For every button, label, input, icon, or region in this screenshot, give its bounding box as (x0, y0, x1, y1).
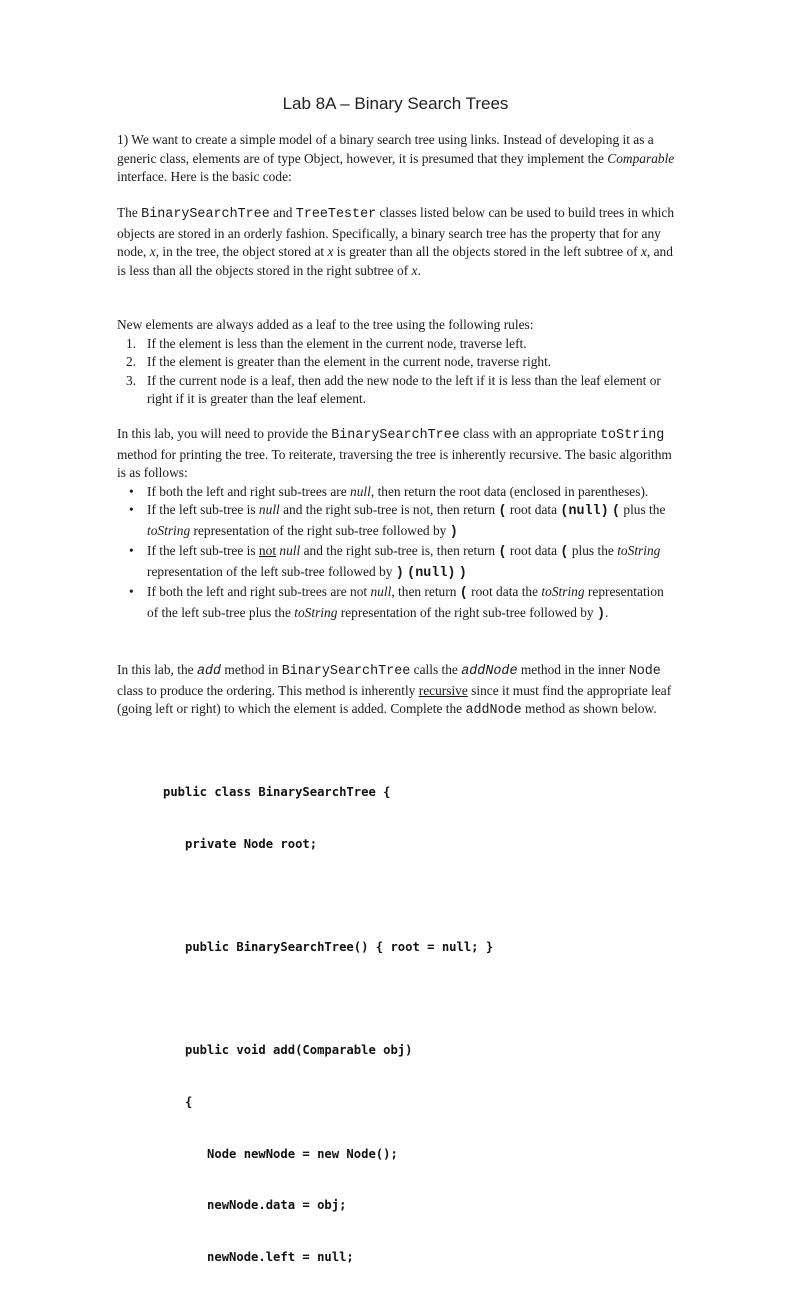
text-span: is greater than all the objects stored in the left subtree of (333, 244, 641, 259)
code-listing (163, 750, 643, 1300)
list-number: 1. (126, 335, 137, 351)
text-span: class with an appropriate (459, 426, 600, 441)
list-item (117, 372, 677, 409)
tostring-section (117, 425, 677, 624)
text-span: root data (506, 543, 561, 558)
list-item-text: If the element is less than the element in the current node, traverse left. (147, 335, 527, 351)
tostring-term: toString (294, 604, 338, 620)
comparable-term: Comparable (607, 150, 675, 166)
code-line: { (163, 1094, 193, 1109)
bullet-icon: • (129, 483, 134, 499)
rules-section (117, 316, 677, 409)
tostring-term: toString (147, 522, 191, 538)
text-span: and the right sub-tree is not, then return (279, 502, 499, 517)
code-line: newNode.data = obj; (163, 1198, 347, 1213)
list-item (117, 353, 677, 372)
code-line (163, 888, 643, 905)
text-span: In this lab, the (117, 662, 197, 677)
list-item (117, 501, 677, 542)
code-paren: ( (459, 586, 468, 601)
page-title: Lab 8A – Binary Search Trees (282, 94, 509, 113)
null-term: null (258, 502, 280, 517)
text-span: The (117, 205, 142, 220)
list-item (117, 542, 677, 583)
bullet-icon: • (129, 584, 134, 599)
code-line (163, 991, 643, 1008)
list-item (117, 583, 677, 624)
code-paren: ( (498, 504, 507, 519)
text-span: . (605, 604, 609, 620)
intro-text-end: interface. Here is the basic code: (117, 169, 292, 184)
tostring-term: toString (617, 543, 661, 558)
text-span: and (269, 205, 296, 220)
intro-paragraph (117, 131, 677, 187)
list-item (117, 483, 677, 502)
text-span: since it must find the appropriate leaf (going left or right) to which the element is added. Complete the (117, 682, 672, 716)
bullet-icon: • (129, 543, 134, 558)
text-span: In this lab, you will need to provide the (117, 426, 332, 441)
var-x: x (640, 244, 647, 259)
code-term-add: add (196, 664, 222, 679)
null-term: null (370, 584, 392, 599)
list-item-text: If the current node is a leaf, then add the new node to the left if it is less than the leaf element or right if it is greater than the leaf element. (147, 372, 661, 406)
var-x: x (149, 244, 156, 259)
text-span: , and is less than all the objects stored in the right subtree of (117, 244, 673, 278)
text-span: root data (506, 502, 561, 517)
text-span: representation of the left sub-tree followed by (147, 563, 396, 579)
code-paren: ) (458, 565, 467, 581)
intro-text: 1) We want to create a simple model of a binary search tree using links. Instead of developing it as a generic class, elements are of type Object, however, it is presumed that they implement the (117, 132, 654, 166)
text-span: method as shown below. (521, 701, 657, 716)
text-span: method in (221, 662, 282, 677)
list-item-text: If the element is greater than the element in the current node, traverse right. (147, 354, 552, 369)
list-item (117, 335, 677, 354)
text-span: If both the left and right sub-trees are not (147, 584, 371, 599)
text-span: plus the (568, 543, 618, 558)
list-number: 2. (126, 354, 137, 369)
code-line: public BinarySearchTree() { root = null; } (163, 940, 494, 955)
code-line: public void add(Comparable obj) (163, 1043, 413, 1058)
null-term: null (350, 483, 371, 499)
text-span: plus the (620, 502, 666, 517)
tostring-term: toString (541, 584, 585, 599)
text-span: If the left sub-tree is (147, 502, 259, 517)
text-span: . (417, 262, 421, 278)
rules-list (117, 335, 677, 409)
text-span: , then return (391, 584, 460, 599)
code-line: private Node root; (163, 837, 318, 851)
text-span: representation of the right sub-tree followed by (190, 522, 450, 538)
code-null: (null) (560, 504, 609, 519)
code-paren: ) (449, 524, 458, 540)
code-paren: ( (498, 545, 507, 560)
code-line: public class BinarySearchTree { (163, 785, 391, 800)
code-paren: ( (611, 504, 621, 519)
text-span: class to produce the ordering. This method is inherently (117, 682, 419, 698)
text-span: If both the left and right sub-trees are (147, 483, 351, 499)
code-term-bst: BinarySearchTree (141, 207, 270, 222)
rules-intro: New elements are always added as a leaf to the tree using the following rules: (117, 317, 534, 332)
text-span: , then return the root data (enclosed in parentheses). (370, 483, 649, 499)
text-span: and the right sub-tree is, then return (300, 543, 499, 558)
text-span: calls the (410, 662, 462, 677)
code-term-addnode: addNode (461, 664, 518, 679)
code-term-bst: BinarySearchTree (281, 664, 411, 679)
code-term-treetester: TreeTester (295, 207, 377, 222)
text-span: If the left sub-tree is (147, 543, 259, 558)
list-number: 3. (126, 372, 137, 388)
var-x: x (327, 244, 334, 259)
bullet-icon: • (129, 502, 134, 517)
recursive-term: recursive (418, 682, 468, 698)
text-span: , in the tree, the object stored at (155, 244, 328, 259)
text-span: method for printing the tree. To reiterate, traversing the tree is inherently recursive. The basic algorithm is as follows: (117, 446, 672, 480)
not-term: not (258, 543, 277, 558)
var-x: x (411, 262, 418, 278)
code-term-node: Node (628, 664, 661, 679)
text-span: root data the (467, 584, 542, 599)
code-paren: ) (596, 606, 606, 622)
code-null: (null) (407, 565, 456, 581)
code-paren: ( (560, 545, 569, 560)
code-paren: ) (395, 565, 404, 581)
null-term: null (279, 543, 301, 558)
code-term-tostring: toString (599, 428, 665, 443)
code-term-addnode: addNode (465, 703, 522, 718)
text-span: method in the inner (517, 662, 629, 677)
text-span: representation of the right sub-tree followed by (337, 604, 597, 620)
bst-description-paragraph (117, 204, 677, 280)
text-span: classes listed below can be used to build trees in which objects are stored in an orderly fashion. Specifically, a binary search tree has the property that for any node, (117, 205, 675, 259)
code-term-bst: BinarySearchTree (331, 428, 460, 443)
code-line: Node newNode = new Node(); (163, 1146, 398, 1161)
text-span: representation of the left sub-tree plus the (147, 584, 664, 620)
algorithm-list (117, 483, 677, 625)
code-line: newNode.left = null; (163, 1249, 354, 1264)
addnode-section (117, 661, 677, 721)
